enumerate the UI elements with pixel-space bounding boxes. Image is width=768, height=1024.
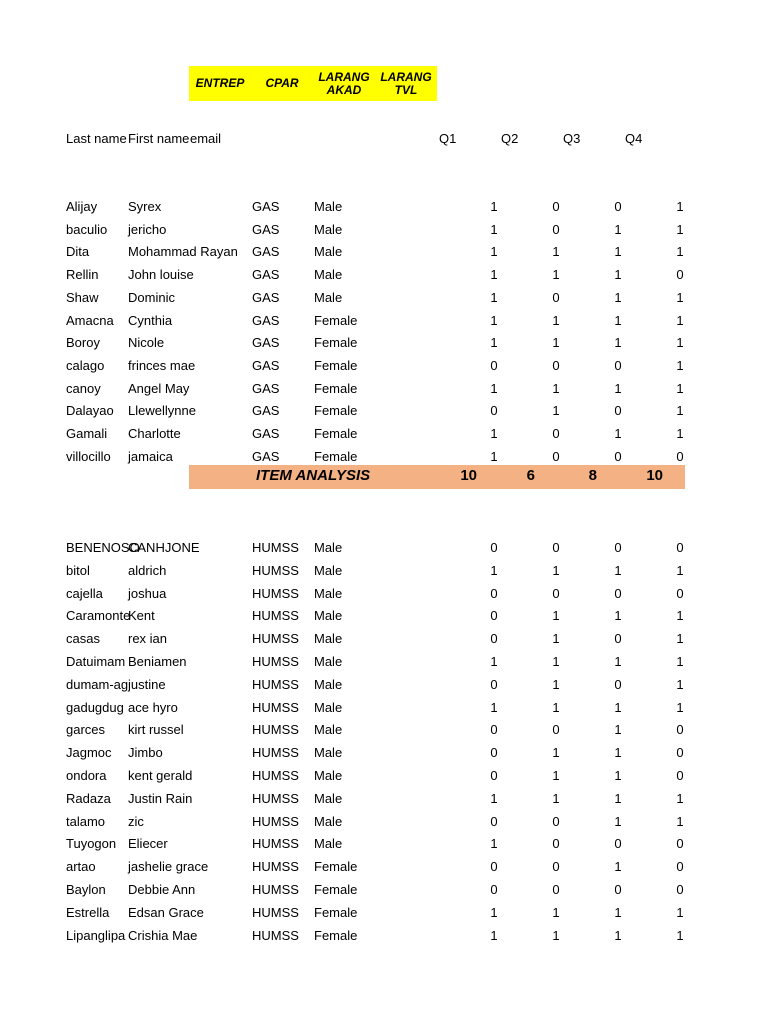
score-q1-cell: 1 [490, 221, 498, 237]
last-name-cell: Amacna [66, 312, 114, 328]
table-row [0, 629, 768, 649]
score-q2-cell: 1 [552, 745, 560, 761]
sex-cell: Male [314, 540, 343, 555]
table-row [0, 675, 768, 695]
score-q2-cell: 0 [552, 882, 560, 897]
strand-cell: GAS [252, 380, 280, 396]
score-q1-cell: 1 [490, 790, 498, 806]
score-q3-cell: 1 [614, 813, 622, 829]
sex-cell: Female [314, 357, 358, 373]
score-q2-cell: 1 [552, 768, 560, 783]
score-q1-cell: 1 [490, 426, 498, 441]
first-name-cell: aldrich [128, 562, 167, 578]
strand-cell: HUMSS [252, 699, 299, 715]
first-name-cell: Edsan Grace [128, 904, 204, 920]
strand-cell: HUMSS [252, 927, 299, 943]
score-q1-cell: 0 [490, 403, 498, 419]
table-row [0, 766, 768, 786]
sex-cell: Male [314, 813, 343, 829]
score-q2-cell: 1 [552, 904, 560, 920]
score-q1-cell: 1 [490, 699, 498, 715]
score-q4-cell: 0 [676, 882, 684, 897]
score-q4-cell: 1 [676, 426, 684, 441]
strand-cell: HUMSS [252, 608, 299, 624]
score-q2-cell: 1 [552, 631, 560, 647]
first-name-cell: Jimbo [128, 745, 163, 761]
score-q2-cell: 0 [552, 448, 560, 464]
score-q2-cell: 0 [552, 357, 560, 373]
header-email: email [190, 131, 222, 146]
score-q2-cell: 1 [552, 699, 560, 715]
last-name-cell: Dalayao [66, 403, 114, 419]
score-q3-cell: 1 [614, 768, 622, 783]
first-name-cell: Beniamen [128, 654, 187, 669]
score-q4-cell: 0 [676, 267, 684, 283]
last-name-cell: canoy [66, 380, 101, 396]
table-row [0, 743, 768, 763]
score-q2-cell: 0 [552, 221, 560, 237]
first-name-cell: John louise [128, 267, 194, 283]
table-row [0, 424, 768, 444]
score-q3-cell: 0 [614, 199, 622, 214]
score-q1-cell: 1 [490, 312, 498, 328]
first-name-cell: justine [128, 676, 166, 692]
strand-cell: HUMSS [252, 585, 299, 601]
table-row [0, 926, 768, 946]
sex-cell: Male [314, 699, 343, 715]
table-row [0, 379, 768, 399]
score-q2-cell: 0 [552, 813, 560, 829]
table-row [0, 698, 768, 718]
strand-cell: HUMSS [252, 631, 299, 647]
last-name-cell: ondora [66, 768, 107, 783]
table-row [0, 857, 768, 877]
table-row [0, 333, 768, 353]
score-q4-cell: 1 [676, 927, 684, 943]
strand-cell: GAS [252, 199, 280, 214]
score-q3-cell: 0 [614, 836, 622, 852]
strand-cell: GAS [252, 448, 280, 464]
last-name-cell: Rellin [66, 267, 99, 283]
table-row [0, 584, 768, 604]
score-q3-cell: 0 [614, 448, 622, 464]
score-q4-cell: 1 [676, 608, 684, 624]
sex-cell: Female [314, 312, 358, 328]
first-name-cell: jericho [128, 221, 167, 237]
score-q1-cell: 0 [490, 768, 498, 783]
first-name-cell: Nicole [128, 335, 165, 351]
sex-cell: Female [314, 859, 358, 875]
table-row [0, 288, 768, 308]
strand-cell: GAS [252, 403, 280, 419]
score-q1-cell: 0 [490, 722, 498, 738]
table-row [0, 265, 768, 285]
strand-cell: HUMSS [252, 562, 299, 578]
score-q3-cell: 1 [614, 335, 622, 351]
score-q4-cell: 1 [676, 312, 684, 328]
score-q4-cell: 1 [676, 562, 684, 578]
sex-cell: Male [314, 585, 343, 601]
last-name-cell: BENENOSO [66, 540, 140, 555]
score-q3-cell: 1 [614, 608, 622, 624]
last-name-cell: Datuimam [66, 654, 126, 669]
sex-cell: Male [314, 768, 343, 783]
sex-cell: Male [314, 199, 343, 214]
score-q4-cell: 0 [676, 859, 684, 875]
strand-cell: HUMSS [252, 904, 299, 920]
strand-cell: HUMSS [252, 540, 299, 555]
score-q1-cell: 1 [490, 562, 498, 578]
score-q2-cell: 1 [552, 335, 560, 351]
strand-cell: HUMSS [252, 859, 299, 875]
score-q1-cell: 0 [490, 882, 498, 897]
score-q1-cell: 1 [490, 335, 498, 351]
score-q1-cell: 1 [490, 244, 498, 260]
score-q1-cell: 0 [490, 859, 498, 875]
score-q4-cell: 0 [676, 768, 684, 783]
table-row [0, 311, 768, 331]
tag-cpar: CPAR [265, 76, 299, 90]
strand-cell: HUMSS [252, 790, 299, 806]
score-q2-cell: 0 [552, 289, 560, 305]
score-q4-cell: 1 [676, 199, 684, 214]
score-q3-cell: 1 [614, 654, 622, 669]
last-name-cell: Gamali [66, 426, 108, 441]
score-q1-cell: 1 [490, 654, 498, 669]
strand-cell: GAS [252, 426, 280, 441]
first-name-cell: ace hyro [128, 699, 178, 715]
score-q3-cell: 0 [614, 357, 622, 373]
item-analysis-total-q1: 10 [460, 467, 477, 484]
score-q3-cell: 1 [614, 312, 622, 328]
table-row [0, 789, 768, 809]
last-name-cell: Dita [66, 244, 90, 260]
score-q1-cell: 1 [490, 289, 498, 305]
last-name-cell: Tuyogon [66, 836, 117, 852]
score-q4-cell: 1 [676, 357, 684, 373]
table-row [0, 561, 768, 581]
header-last-name: Last name [66, 131, 127, 146]
table-row [0, 720, 768, 740]
first-name-cell: frinces mae [128, 357, 196, 373]
sex-cell: Female [314, 927, 358, 943]
strand-cell: HUMSS [252, 882, 299, 897]
sex-cell: Male [314, 608, 343, 624]
score-q4-cell: 1 [676, 403, 684, 419]
score-q4-cell: 1 [676, 221, 684, 237]
sex-cell: Female [314, 904, 358, 920]
score-q4-cell: 1 [676, 654, 684, 669]
score-q2-cell: 1 [552, 927, 560, 943]
score-q3-cell: 1 [614, 562, 622, 578]
item-analysis-total-q3: 8 [588, 467, 597, 484]
last-name-cell: calago [66, 357, 105, 373]
score-q4-cell: 1 [676, 244, 684, 260]
last-name-cell: garces [66, 722, 106, 738]
tag-entrep: ENTREP [195, 76, 245, 90]
strand-cell: GAS [252, 289, 280, 305]
first-name-cell: Mohammad Rayan [128, 244, 238, 260]
score-q3-cell: 0 [614, 585, 622, 601]
score-q3-cell: 0 [614, 403, 622, 419]
table-row [0, 903, 768, 923]
last-name-cell: Shaw [66, 289, 99, 305]
sex-cell: Male [314, 836, 343, 852]
score-q2-cell: 0 [552, 722, 560, 738]
score-q1-cell: 1 [490, 836, 498, 852]
score-q3-cell: 1 [614, 380, 622, 396]
header-q3: Q3 [563, 131, 581, 146]
last-name-cell: Radaza [66, 790, 111, 806]
score-q4-cell: 0 [676, 585, 684, 601]
strand-cell: GAS [252, 221, 280, 237]
header-q1: Q1 [439, 131, 457, 146]
last-name-cell: Alijay [66, 199, 98, 214]
strand-cell: HUMSS [252, 722, 299, 738]
score-q1-cell: 1 [490, 448, 498, 464]
score-q3-cell: 1 [614, 722, 622, 738]
first-name-cell: rex ian [128, 631, 168, 647]
last-name-cell: Baylon [66, 882, 106, 897]
score-q4-cell: 1 [676, 699, 684, 715]
first-name-cell: Kent [128, 608, 155, 624]
sex-cell: Male [314, 676, 343, 692]
score-q2-cell: 1 [552, 244, 560, 260]
sex-cell: Female [314, 403, 358, 419]
score-q4-cell: 1 [676, 676, 684, 692]
score-q3-cell: 1 [614, 790, 622, 806]
first-name-cell: kirt russel [128, 722, 184, 738]
last-name-cell: cajella [66, 585, 103, 601]
strand-cell: HUMSS [252, 654, 299, 669]
table-row [0, 356, 768, 376]
strand-cell: GAS [252, 244, 280, 260]
score-q1-cell: 1 [490, 927, 498, 943]
score-q3-cell: 1 [614, 699, 622, 715]
item-analysis-total-q4: 10 [646, 467, 663, 484]
score-q1-cell: 0 [490, 745, 498, 761]
tag-larang-akad: LARANG AKAD [318, 69, 370, 97]
score-q4-cell: 1 [676, 335, 684, 351]
first-name-cell: kent gerald [128, 768, 193, 783]
table-row [0, 652, 768, 672]
strand-cell: GAS [252, 357, 280, 373]
score-q4-cell: 1 [676, 631, 684, 647]
subject-tags-box [189, 66, 437, 101]
first-name-cell: Debbie Ann [128, 882, 196, 897]
score-q2-cell: 1 [552, 608, 560, 624]
strand-cell: HUMSS [252, 676, 299, 692]
sex-cell: Male [314, 745, 343, 761]
first-name-cell: Charlotte [128, 426, 181, 441]
score-q2-cell: 0 [552, 426, 560, 441]
score-q2-cell: 1 [552, 267, 560, 283]
score-q1-cell: 0 [490, 540, 498, 555]
last-name-cell: bitol [66, 562, 90, 578]
last-name-cell: Caramonte [66, 608, 131, 624]
first-name-cell: zic [128, 813, 144, 829]
score-q2-cell: 0 [552, 859, 560, 875]
sex-cell: Male [314, 722, 343, 738]
score-q3-cell: 1 [614, 244, 622, 260]
score-q3-cell: 1 [614, 904, 622, 920]
table-row [0, 834, 768, 854]
score-q2-cell: 1 [552, 654, 560, 669]
first-name-cell: Dominic [128, 289, 175, 305]
table-row [0, 447, 768, 467]
score-q3-cell: 0 [614, 882, 622, 897]
table-row [0, 401, 768, 421]
score-q3-cell: 1 [614, 267, 622, 283]
table-row [0, 220, 768, 240]
strand-cell: HUMSS [252, 768, 299, 783]
first-name-cell: jamaica [128, 448, 173, 464]
score-q3-cell: 0 [614, 540, 622, 555]
first-name-cell: Eliecer [128, 836, 168, 852]
first-name-cell: jashelie grace [128, 859, 209, 875]
last-name-cell: artao [66, 859, 96, 875]
sex-cell: Female [314, 380, 358, 396]
item-analysis-bar [189, 465, 685, 489]
sex-cell: Male [314, 221, 343, 237]
score-q1-cell: 1 [490, 199, 498, 214]
first-name-cell: Cynthia [128, 312, 173, 328]
item-analysis-label: ITEM ANALYSIS [256, 467, 371, 484]
score-q3-cell: 1 [614, 927, 622, 943]
score-q2-cell: 1 [552, 403, 560, 419]
header-q4: Q4 [625, 131, 643, 146]
last-name-cell: Jagmoc [66, 745, 112, 761]
score-q4-cell: 1 [676, 380, 684, 396]
sex-cell: Female [314, 335, 358, 351]
sex-cell: Male [314, 289, 343, 305]
score-q2-cell: 1 [552, 562, 560, 578]
score-q1-cell: 1 [490, 904, 498, 920]
score-q4-cell: 0 [676, 722, 684, 738]
score-q1-cell: 0 [490, 676, 498, 692]
last-name-cell: gadugdug [66, 699, 124, 715]
table-row [0, 812, 768, 832]
strand-cell: GAS [252, 335, 280, 351]
sex-cell: Female [314, 426, 358, 441]
score-q2-cell: 1 [552, 312, 560, 328]
first-name-cell: joshua [128, 585, 167, 601]
sex-cell: Female [314, 448, 358, 464]
score-q4-cell: 0 [676, 836, 684, 852]
score-q1-cell: 0 [490, 585, 498, 601]
score-q2-cell: 1 [552, 676, 560, 692]
tag-larang-tvl: LARANG TVL [380, 69, 432, 97]
sex-cell: Male [314, 631, 343, 647]
strand-cell: HUMSS [252, 813, 299, 829]
table-row [0, 880, 768, 900]
last-name-cell: Lipanglipa [66, 927, 126, 943]
table-row [0, 242, 768, 262]
last-name-cell: villocillo [66, 448, 111, 464]
first-name-cell: CANHJONE [128, 540, 200, 555]
score-q4-cell: 1 [676, 289, 684, 305]
score-q1-cell: 0 [490, 357, 498, 373]
table-row [0, 197, 768, 217]
score-q1-cell: 0 [490, 608, 498, 624]
sex-cell: Male [314, 267, 343, 283]
last-name-cell: Estrella [66, 904, 110, 920]
strand-cell: HUMSS [252, 745, 299, 761]
last-name-cell: talamo [66, 813, 106, 829]
score-q3-cell: 1 [614, 221, 622, 237]
sex-cell: Female [314, 882, 358, 897]
first-name-cell: Justin Rain [128, 790, 193, 806]
sex-cell: Male [314, 790, 343, 806]
table-row [0, 606, 768, 626]
score-q3-cell: 1 [614, 859, 622, 875]
score-q4-cell: 1 [676, 904, 684, 920]
score-q2-cell: 1 [552, 380, 560, 396]
score-q1-cell: 0 [490, 631, 498, 647]
strand-cell: GAS [252, 267, 280, 283]
last-name-cell: baculio [66, 221, 108, 237]
score-q4-cell: 0 [676, 448, 684, 464]
sex-cell: Male [314, 654, 343, 669]
first-name-cell: Angel May [128, 380, 190, 396]
first-name-cell: Llewellynne [128, 403, 196, 419]
score-q3-cell: 0 [614, 631, 622, 647]
header-first-name: First name [128, 131, 190, 146]
strand-cell: GAS [252, 312, 280, 328]
score-q2-cell: 0 [552, 836, 560, 852]
score-q1-cell: 1 [490, 380, 498, 396]
score-q2-cell: 1 [552, 790, 560, 806]
first-name-cell: Syrex [128, 199, 162, 214]
score-q1-cell: 0 [490, 813, 498, 829]
last-name-cell: casas [66, 631, 100, 647]
score-q2-cell: 0 [552, 540, 560, 555]
score-q4-cell: 1 [676, 813, 684, 829]
sex-cell: Male [314, 562, 343, 578]
score-q3-cell: 1 [614, 745, 622, 761]
score-q3-cell: 0 [614, 676, 622, 692]
header-q2: Q2 [501, 131, 519, 146]
score-q2-cell: 0 [552, 199, 560, 214]
last-name-cell: dumam-ag [66, 676, 129, 692]
strand-cell: HUMSS [252, 836, 299, 852]
score-q3-cell: 1 [614, 426, 622, 441]
score-q3-cell: 1 [614, 289, 622, 305]
score-q2-cell: 0 [552, 585, 560, 601]
score-q4-cell: 1 [676, 790, 684, 806]
item-analysis-total-q2: 6 [526, 467, 535, 484]
last-name-cell: Boroy [66, 335, 100, 351]
first-name-cell: Crishia Mae [128, 927, 198, 943]
score-q4-cell: 0 [676, 540, 684, 555]
score-q1-cell: 1 [490, 267, 498, 283]
sex-cell: Male [314, 244, 343, 260]
table-row [0, 538, 768, 558]
score-q4-cell: 0 [676, 745, 684, 761]
